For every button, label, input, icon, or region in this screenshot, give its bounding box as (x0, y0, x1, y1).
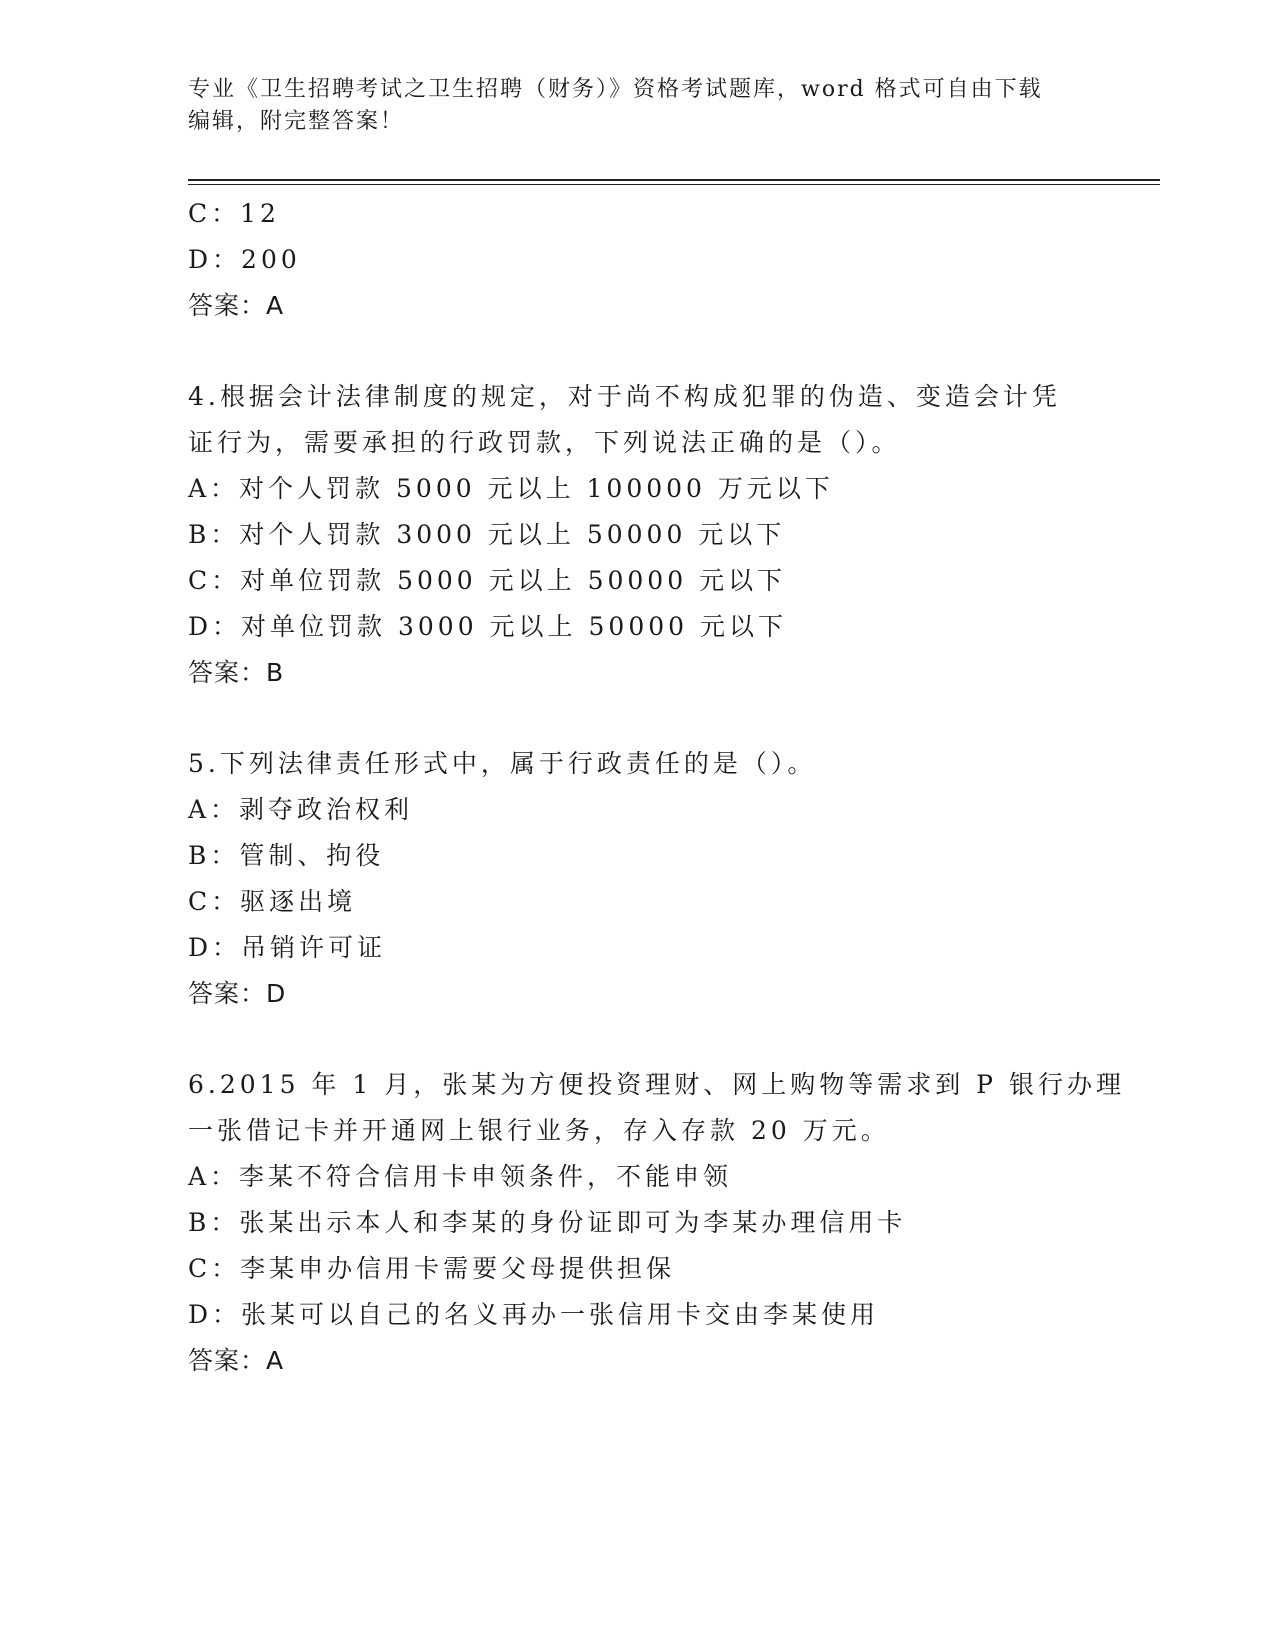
q4-answer: 答案：B (188, 658, 285, 687)
q4-stem-line-1: 4.根据会计法律制度的规定，对于尚不构成犯罪的伪造、变造会计凭 (188, 382, 1061, 411)
q4-option-a: A：对个人罚款 5000 元以上 100000 万元以下 (188, 474, 834, 503)
document-header (188, 74, 1088, 138)
question-3 (188, 191, 1088, 329)
q6-stem-line-1: 6.2015 年 1 月，张某为方便投资理财、网上购物等需求到 P 银行办理 (188, 1070, 1125, 1099)
q5-stem-line-1: 5.下列法律责任形式中，属于行政责任的是（）。 (188, 749, 817, 778)
q6-option-a: A：李某不符合信用卡申领条件，不能申领 (188, 1162, 733, 1191)
question-6 (188, 1062, 1125, 1384)
q3-option-d: D：200 (188, 245, 301, 274)
q6-option-d: D：张某可以自己的名义再办一张信用卡交由李某使用 (188, 1300, 880, 1329)
q5-option-b: B：管制、拘役 (188, 841, 385, 870)
q3-option-c: C：12 (188, 199, 280, 228)
q4-option-c: C：对单位罚款 5000 元以上 50000 元以下 (188, 566, 787, 595)
q4-option-d: D：对单位罚款 3000 元以上 50000 元以下 (188, 612, 787, 641)
header-divider-thin (188, 184, 1160, 185)
header-divider-thick (188, 179, 1160, 181)
spacer (188, 329, 1088, 374)
q6-answer: 答案：A (188, 1346, 285, 1375)
q4-stem-line-2: 证行为，需要承担的行政罚款，下列说法正确的是（）。 (188, 428, 901, 457)
spacer (188, 1017, 1088, 1062)
spacer (188, 696, 1088, 741)
q5-option-a: A：剥夺政治权利 (188, 795, 414, 824)
q5-option-d: D：吊销许可证 (188, 933, 387, 962)
q6-option-c: C：李某申办信用卡需要父母提供担保 (188, 1254, 676, 1283)
question-body (188, 191, 1125, 1384)
q6-stem-line-2: 一张借记卡并开通网上银行业务，存入存款 20 万元。 (188, 1116, 890, 1145)
q5-option-c: C：驱逐出境 (188, 887, 357, 916)
question-4 (188, 374, 1088, 696)
header-line-1: 专业《卫生招聘考试之卫生招聘（财务）》资格考试题库，word 格式可自由下载 (188, 77, 1043, 102)
question-5 (188, 741, 1088, 1017)
q6-option-b: B：张某出示本人和李某的身份证即可为李某办理信用卡 (188, 1208, 907, 1237)
header-line-2: 编辑，附完整答案！ (188, 109, 405, 134)
q3-answer: 答案：A (188, 291, 285, 320)
q5-answer: 答案：D (188, 979, 287, 1008)
q4-option-b: B：对个人罚款 3000 元以上 50000 元以下 (188, 520, 786, 549)
